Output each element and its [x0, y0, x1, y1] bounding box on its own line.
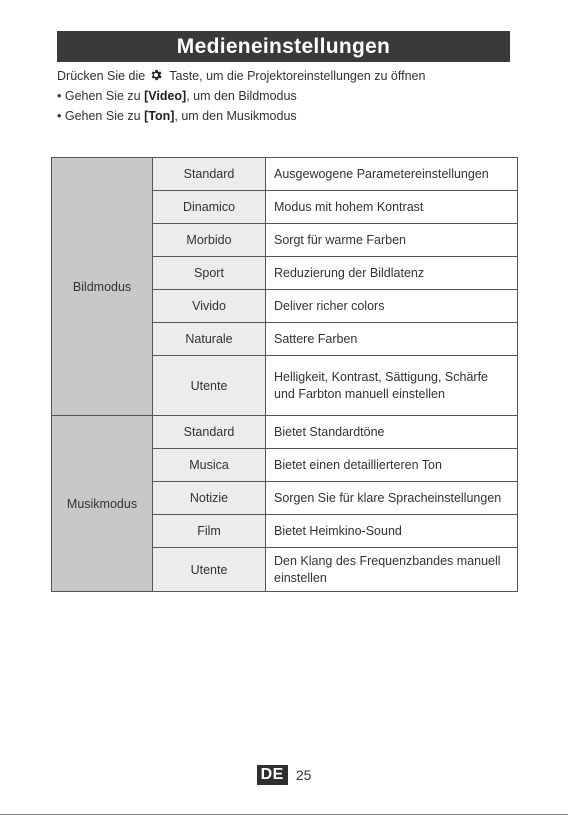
mode-name: Utente	[153, 548, 266, 592]
mode-description: Sorgen Sie für klare Spracheinstellungen	[266, 482, 518, 515]
group-label-bildmodus: Bildmodus	[52, 158, 153, 416]
mode-name: Vivido	[153, 290, 266, 323]
mode-name: Sport	[153, 257, 266, 290]
mode-description: Modus mit hohem Kontrast	[266, 191, 518, 224]
mode-name: Dinamico	[153, 191, 266, 224]
mode-name: Musica	[153, 449, 266, 482]
intro-line-2: • Gehen Sie zu [Video], um den Bildmodus	[57, 89, 297, 103]
mode-description: Bietet Standardtöne	[266, 416, 518, 449]
mode-description: Reduzierung der Bildlatenz	[266, 257, 518, 290]
mode-name: Notizie	[153, 482, 266, 515]
intro-line-3: • Gehen Sie zu [Ton], um den Musikmodus	[57, 109, 297, 123]
page-number: 25	[295, 767, 312, 783]
mode-description: Bietet Heimkino-Sound	[266, 515, 518, 548]
mode-description: Sattere Farben	[266, 323, 518, 356]
page-footer	[0, 765, 568, 785]
mode-description: Sorgt für warme Farben	[266, 224, 518, 257]
mode-name: Utente	[153, 356, 266, 416]
bottom-divider	[0, 814, 568, 815]
group-label-musikmodus: Musikmodus	[52, 416, 153, 592]
intro-text	[57, 66, 527, 126]
mode-name: Film	[153, 515, 266, 548]
mode-name: Standard	[153, 158, 266, 191]
mode-description: Bietet einen detaillierteren Ton	[266, 449, 518, 482]
gear-icon	[149, 68, 163, 82]
language-badge: DE	[257, 765, 288, 785]
mode-name: Naturale	[153, 323, 266, 356]
page-title: Medieneinstellungen	[57, 31, 510, 62]
mode-description: Helligkeit, Kontrast, Sättigung, Schärfe und Farbton manuell einstellen	[266, 356, 518, 416]
mode-name: Standard	[153, 416, 266, 449]
mode-description: Ausgewogene Parametereinstellungen	[266, 158, 518, 191]
table-row	[52, 158, 518, 191]
table-row	[52, 416, 518, 449]
mode-name: Morbido	[153, 224, 266, 257]
media-settings-table	[51, 157, 518, 592]
intro-line-1: Drücken Sie die Taste, um die Projektoreinstellungen zu öffnen	[57, 69, 426, 83]
mode-description: Den Klang des Frequenzbandes manuell einstellen	[266, 548, 518, 592]
mode-description: Deliver richer colors	[266, 290, 518, 323]
